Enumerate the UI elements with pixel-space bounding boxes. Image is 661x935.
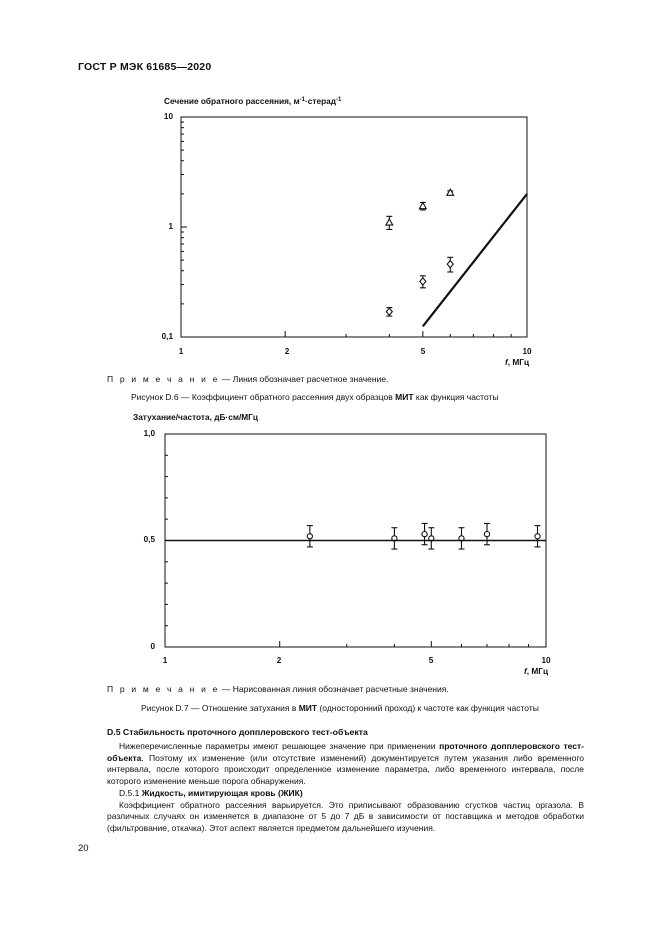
fig6-x-tick: 5	[420, 347, 426, 356]
fig7-x-tick: 2	[276, 656, 282, 665]
fig6-x-tick: 10	[522, 347, 532, 356]
fig7-x-tick: 10	[541, 656, 551, 665]
fig7-caption: Рисунок D.7 — Отношение затухания в МИТ (односторонний проход) к частоте как функция частоты	[141, 703, 539, 713]
fig6-y-tick: 10	[163, 112, 173, 121]
fig6-note: П р и м е ч а н и е — Линия обозначает расчетное значение.	[107, 374, 389, 384]
paragraph: Нижеперечисленные параметры имеют решающее значение при применении проточного допплеровского тест-объекта. Поэтому их изменение (или отсутствие изменений) документируется путем указания либо временного интервала, после которого происходит определенное изменение параметра, либо временного интервала, после которого изменение меньше порога обнаружения.	[107, 741, 584, 787]
subsection-heading: D.5.1 Жидкость, имитирующая кровь (ЖИК)	[119, 787, 303, 798]
document-header: ГОСТ Р МЭК 61685—2020	[78, 61, 212, 73]
fig7-circle-point	[307, 534, 312, 539]
paragraph: Коэффициент обратного рассеяния варьируется. Это приписывают образованию сгустков частиц оргазола. В различных случаях он изменяется в диапазоне от 5 до 7 дБ в зависимости от поставщика и методов обработки (фильтрование, откачка). Этот аспект является предметом дальнейшего изучения.	[107, 799, 584, 833]
fig7-x-tick: 1	[162, 656, 168, 665]
fig7-y-axis-title: Затухание/частота, дБ·см/МГц	[133, 412, 258, 422]
fig7-circle-point	[484, 532, 489, 537]
fig6-caption: Рисунок D.6 — Коэффициент обратного рассеяния двух образцов МИТ как функция частоты	[131, 392, 499, 402]
fig6-y-axis-title: Сечение обратного рассеяния, $м^{-1}\cdot стерад^{-1}$	[164, 96, 342, 106]
fig6-y-tick: 1	[168, 222, 173, 231]
fig6-x-tick: 2	[284, 347, 290, 356]
fig7-note: П р и м е ч а н и е — Нарисованная линия обозначает расчетные значения.	[107, 684, 449, 694]
section-heading: D.5 Стабильность проточного допплеровского тест-объекта	[107, 727, 368, 737]
fig7-circle-point	[422, 532, 427, 537]
fig7-y-tick: 1,0	[143, 429, 155, 438]
fig7-circle-point	[535, 534, 540, 539]
fig6-x-tick: 1	[178, 347, 184, 356]
fig7-y-tick: 0,5	[143, 535, 155, 544]
fig6-y-tick: 0,1	[161, 332, 173, 341]
fig7-x-axis-unit: f, МГц	[524, 666, 549, 676]
fig6-x-axis-unit: f, МГц	[505, 357, 530, 367]
fig7-y-tick: 0	[150, 642, 155, 651]
section-body	[107, 741, 584, 835]
fig7-x-tick: 5	[428, 656, 434, 665]
page-number: 20	[78, 843, 89, 854]
